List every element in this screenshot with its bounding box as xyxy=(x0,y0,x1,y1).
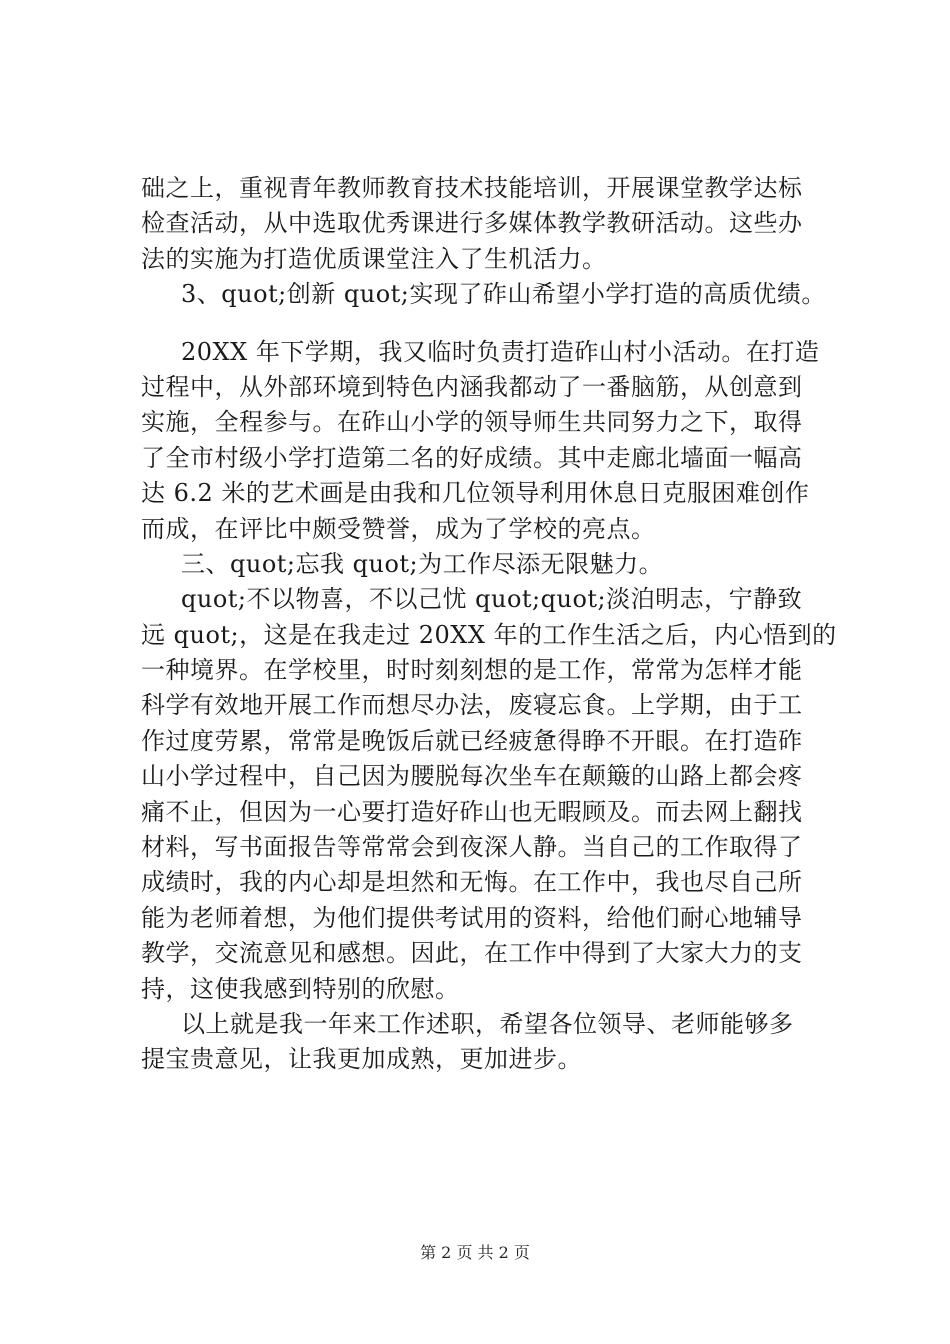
text-line: 持，这使我感到特别的欣慰。 xyxy=(141,974,460,1003)
text-line: 了全市村级小学打造第二名的好成绩。其中走廊北墙面一幅高 xyxy=(141,443,803,472)
text-line: 而成，在评比中颇受赞誉，成为了学校的亮点。 xyxy=(141,514,656,543)
text-line: 20XX 年下学期，我又临时负责打造砟山村小活动。在打造 xyxy=(181,337,820,366)
document-body xyxy=(141,171,837,1078)
text-line: 3、quot;创新 quot;实现了砟山希望小学打造的高质优绩。 xyxy=(181,280,826,309)
text-line: 三、quot;忘我 quot;为工作尽添无限魅力。 xyxy=(181,549,664,578)
text-line: 以上就是我一年来工作述职，希望各位领导、老师能够多 xyxy=(181,1009,794,1038)
text-line: 教学，交流意见和感想。因此，在工作中得到了大家大力的支 xyxy=(141,939,803,968)
text-line: 作过度劳累，常常是晚饭后就已经疲惫得睁不开眼。在打造砟 xyxy=(141,726,803,755)
text-line: 检查活动，从中选取优秀课进行多媒体教学教研活动。这些办 xyxy=(141,209,803,238)
text-line: 过程中，从外部环境到特色内涵我都动了一番脑筋，从创意到 xyxy=(141,372,803,401)
text-line: 远 quot;，这是在我走过 20XX 年的工作生活之后，内心悟到的 xyxy=(141,620,837,649)
page-footer: 第 2 页 共 2 页 xyxy=(420,1243,530,1262)
text-line: 山小学过程中，自己因为腰脱每次坐车在颠簸的山路上都会疼 xyxy=(141,762,803,791)
text-line: 实施，全程参与。在砟山小学的领导师生共同努力之下，取得 xyxy=(141,408,803,437)
paragraph-gap xyxy=(141,313,831,335)
text-line: 提宝贵意见，让我更加成熟，更加进步。 xyxy=(141,1045,582,1074)
text-line: 材料，写书面报告等常常会到夜深人静。当自己的工作取得了 xyxy=(141,833,803,862)
text-line: 能为老师着想，为他们提供考试用的资料，给他们耐心地辅导 xyxy=(141,903,803,932)
text-line: 础之上，重视青年教师教育技术技能培训，开展课堂教学达标 xyxy=(141,174,803,202)
text-line: 科学有效地开展工作而想尽办法，废寝忘食。上学期，由于工 xyxy=(141,691,803,720)
text-line: 达 6.2 米的艺术画是由我和几位领导利用休息日克服困难创作 xyxy=(141,479,810,508)
text-line: 痛不止，但因为一心要打造好砟山也无暇顾及。而去网上翻找 xyxy=(141,797,803,826)
text-line: 成绩时，我的内心却是坦然和无悔。在工作中，我也尽自己所 xyxy=(141,868,803,897)
text-line: 法的实施为打造优质课堂注入了生机活力。 xyxy=(141,244,607,273)
text-line: quot;不以物喜，不以己忧 quot;quot;淡泊明志，宁静致 xyxy=(181,585,803,614)
text-line: 一种境界。在学校里，时时刻刻想的是工作，常常为怎样才能 xyxy=(141,656,803,685)
